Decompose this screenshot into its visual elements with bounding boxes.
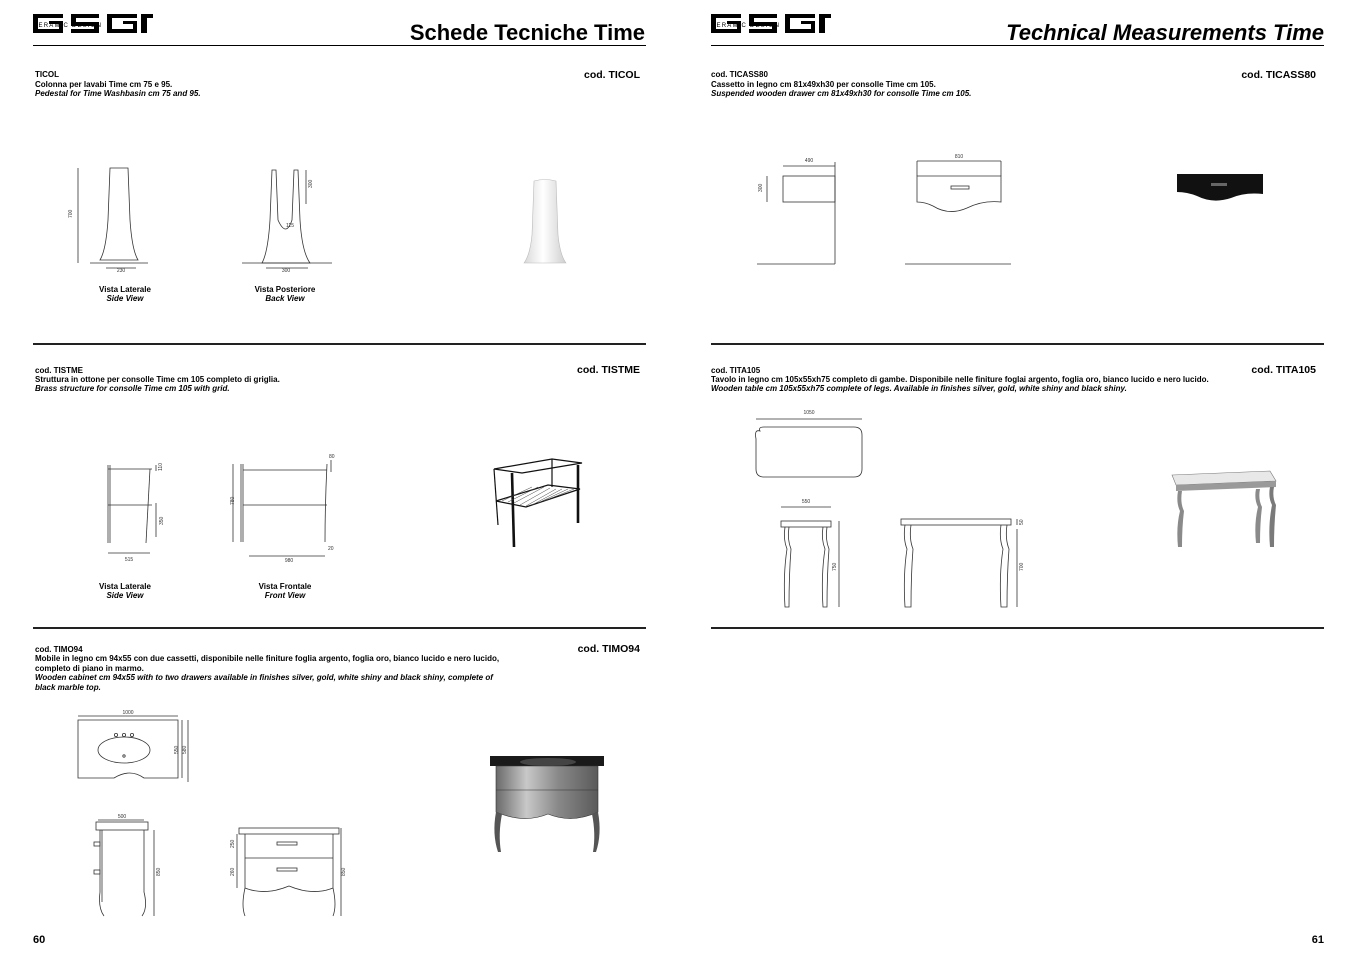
section-divider	[711, 627, 1324, 629]
table-front-drawing	[893, 505, 1033, 615]
description-english: Brass structure for consolle Time cm 105 with grid.	[35, 384, 230, 393]
header-divider	[711, 45, 1324, 46]
section-code: cod. TICASS80	[711, 70, 768, 79]
section-code: cod. TIMO94	[35, 645, 83, 654]
dim-top-depth: 550	[174, 745, 180, 754]
structure-front-drawing	[225, 450, 345, 565]
section-divider	[33, 343, 646, 345]
pedestal-side-drawing	[60, 160, 170, 275]
dim-height: 780	[230, 496, 236, 505]
dim-height: 300	[758, 183, 764, 192]
product-code: cod. TITA105	[1251, 364, 1316, 376]
dim-drawer-bottom: 260	[230, 867, 236, 876]
dim-front-height: 850	[341, 867, 347, 876]
page-number: 61	[1311, 934, 1324, 946]
dim-side-height: 850	[156, 867, 162, 876]
view-label-it: Vista Frontale	[258, 582, 312, 591]
cabinet-top-drawing	[70, 712, 200, 787]
view-label-it: Vista Laterale	[99, 285, 151, 294]
section-divider	[711, 343, 1324, 345]
product-code: cod. TICASS80	[1241, 69, 1316, 81]
description-italian: Cassetto in legno cm 81x49xh30 per consolle Time cm 105.	[711, 80, 936, 89]
dim-depth: 490	[804, 158, 814, 164]
description-english: Suspended wooden drawer cm 81x49xh30 for consolle Time cm 105.	[711, 89, 972, 98]
section-code: cod. TISTME	[35, 366, 83, 375]
brass-structure-photo	[488, 455, 588, 550]
table-top-drawing	[748, 405, 873, 485]
dim-top-thick: 50	[1019, 519, 1025, 525]
cabinet-front-drawing	[225, 822, 350, 922]
drawer-side-drawing	[753, 152, 848, 267]
description-english: Pedestal for Time Washbasin cm 75 and 95.	[35, 89, 201, 98]
dim-frame-top: 80	[329, 454, 335, 460]
description-english: Wooden cabinet cm 94x55 with to two drawers available in finishes silver, gold, white shiny and black shiny, complete of black marble top.	[35, 673, 493, 692]
dim-top-width: 1050	[803, 410, 815, 416]
dim-leg-height: 700	[1019, 562, 1025, 571]
dim-depth: 515	[124, 557, 134, 563]
dim-slot: 115	[286, 223, 294, 229]
view-label-en: Side View	[106, 591, 144, 600]
page-title: Technical Measurements Time	[1006, 20, 1324, 45]
dim-base: 230	[116, 268, 126, 274]
view-label-it: Vista Laterale	[99, 582, 151, 591]
section-code: TICOL	[35, 70, 59, 79]
product-code: cod. TISTME	[577, 364, 640, 376]
gsg-logo-icon	[33, 14, 153, 44]
dim-foot: 20	[328, 546, 334, 552]
dim-top-depth-full: 580	[182, 745, 188, 754]
view-label-it: Vista Posteriore	[254, 285, 316, 294]
view-label-en: Back View	[265, 294, 305, 303]
description-italian: Tavolo in legno cm 105x55xh75 completo di gambe. Disponibile nelle finiture foglai argento, foglia oro, bianco lucido e nero lucido.	[711, 375, 1209, 384]
structure-side-drawing	[100, 455, 175, 565]
table-photo	[1170, 467, 1280, 552]
logo-tagline: CERAMIC DESIGN	[711, 23, 781, 29]
page-title: Schede Tecniche Time	[409, 20, 645, 45]
dim-top: 110	[158, 463, 164, 471]
logo-tagline: CERAMIC DESIGN	[33, 23, 103, 29]
view-label-side	[65, 285, 185, 303]
dim-top-width: 1000	[122, 710, 134, 716]
right-page	[678, 0, 1356, 959]
gsg-logo-icon	[711, 14, 831, 44]
dim-width: 300	[281, 268, 291, 274]
description-italian: Colonna per lavabi Time cm 75 e 95.	[35, 80, 173, 89]
view-label-en: Front View	[264, 591, 306, 600]
description-english: Wooden table cm 105x55xh75 complete of legs. Available in finishes silver, gold, white shiny and black shiny.	[711, 384, 1127, 393]
cabinet-side-drawing	[88, 812, 168, 922]
cabinet-photo	[488, 752, 606, 857]
pedestal-back-drawing	[240, 160, 350, 275]
dim-top: 300	[308, 179, 314, 188]
drawer-photo	[1173, 168, 1265, 204]
dim-width: 980	[284, 558, 294, 564]
dim-width: 810	[954, 154, 964, 160]
dim-depth: 550	[801, 499, 811, 505]
table-side-drawing	[773, 495, 848, 615]
dim-height: 700	[68, 209, 74, 218]
pedestal-photo	[520, 175, 570, 270]
view-label-en: Side View	[106, 294, 144, 303]
description-italian: Struttura in ottone per consolle Time cm 105 completo di griglia.	[35, 375, 280, 384]
product-code: cod. TICOL	[584, 69, 640, 81]
description-italian: Mobile in legno cm 94x55 con due cassetti, disponibile nelle finiture foglia argento, foglia oro, bianco lucido e nero lucido, completo di piano in marmo.	[35, 654, 500, 673]
dim-height: 750	[832, 562, 838, 571]
section-divider	[33, 627, 646, 629]
product-code: cod. TIMO94	[577, 643, 640, 655]
drawer-front-drawing	[903, 152, 1018, 267]
view-label-back	[225, 285, 345, 303]
dim-drawer-top: 250	[230, 839, 236, 848]
header-divider	[33, 45, 646, 46]
view-label-side	[65, 582, 185, 600]
view-label-front	[225, 582, 345, 600]
dim-side-width: 500	[117, 814, 127, 820]
page-number: 60	[33, 934, 46, 946]
section-code: cod. TITA105	[711, 366, 761, 375]
dim-mid: 350	[159, 516, 165, 525]
